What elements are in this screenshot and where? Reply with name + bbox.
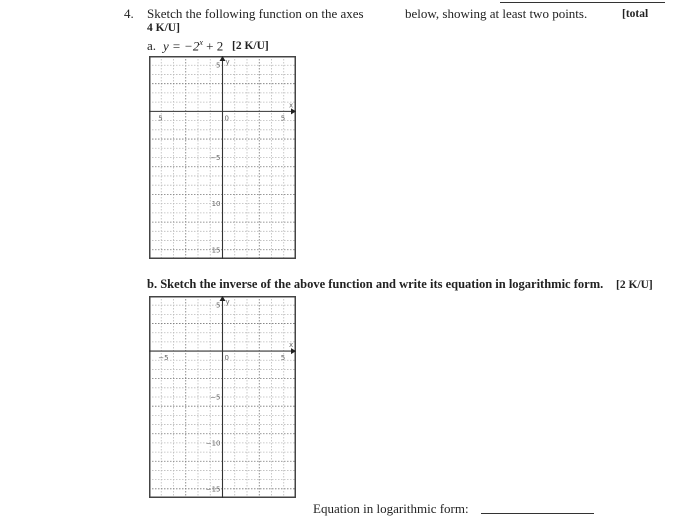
x-axis-label: x	[289, 341, 294, 350]
y-tick-label: −5	[210, 154, 221, 162]
y-axis-label: y	[225, 298, 230, 306]
question-text-left: Sketch the following function on the axes	[147, 6, 364, 21]
x-tick-label: 0	[224, 114, 229, 123]
equation-exponent: x	[199, 38, 203, 47]
y-tick-label: 10	[211, 200, 221, 209]
part-a-marks: [2 K/U]	[232, 40, 269, 52]
total-marks-cont: 4 K/U]	[147, 22, 180, 34]
equation-tail: + 2	[202, 38, 224, 54]
total-marks: [total	[622, 8, 649, 20]
name-blank-line	[500, 2, 665, 3]
x-tick-label: −5	[158, 354, 169, 363]
y-tick-label: 5	[216, 61, 221, 70]
x-tick-label: 5	[280, 114, 286, 123]
x-tick-label: 5	[158, 114, 163, 123]
part-a-equation	[163, 38, 223, 54]
question-number: 4.	[124, 6, 134, 21]
y-axis-label: y	[225, 58, 230, 66]
equation-base: y = −2	[163, 38, 200, 54]
x-axis-label: x	[289, 101, 294, 110]
answer-label: Equation in logarithmic form:	[313, 501, 469, 516]
part-b-text: b. Sketch the inverse of the above function and write its equation in logarithmic form.	[147, 277, 604, 291]
part-b-marks: [2 K/U]	[616, 279, 653, 291]
grid-part-b[interactable]	[149, 296, 296, 498]
answer-blank-line[interactable]	[481, 513, 594, 514]
question-text-right: below, showing at least two points.	[405, 6, 588, 21]
x-tick-label: 5	[280, 354, 286, 363]
y-tick-label: −15	[205, 485, 221, 494]
x-tick-label: 0	[224, 354, 229, 363]
y-tick-label: −5	[210, 393, 221, 402]
y-tick-label: 15	[211, 246, 221, 255]
part-a-label: a.	[147, 38, 157, 53]
grid-part-a[interactable]	[149, 56, 296, 259]
y-tick-label: −10	[205, 439, 221, 448]
y-tick-label: 5	[216, 301, 221, 310]
